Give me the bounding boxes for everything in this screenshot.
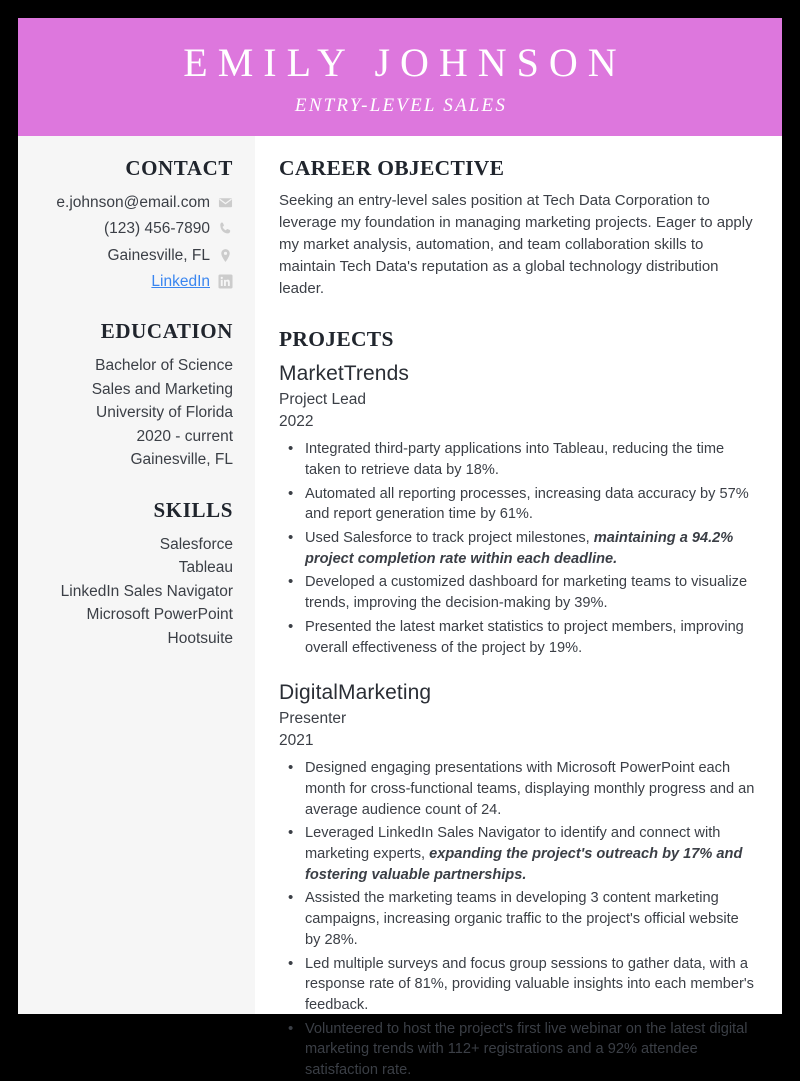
projects-list [279,361,758,1080]
bullet-text: Integrated third-party applications into Tableau, reducing the time taken to retrieve data by 18%. [305,441,725,478]
project-bullet-list [279,758,758,1081]
bullet-text: Presented the latest market statistics to project members, improving overall effectiveness of the project by 19%. [305,618,744,656]
linkedin-icon [218,274,233,289]
bullet-text: Volunteered to host the project's first live webinar on the latest digital marketing trends with 112+ registrations and a 92% attendee satisfaction rate. [305,1020,748,1079]
skill-item: Salesforce [159,535,233,553]
job-title-subtitle: ENTRY-LEVEL SALES [294,95,508,116]
education-line: 2020 - current [136,427,233,445]
phone-icon [218,221,233,236]
skills-heading: SKILLS [153,497,233,522]
skill-item: LinkedIn Sales Navigator [60,582,233,600]
project-entry [279,680,758,1081]
bullet-emphasis: expanding the project's outreach by 17% and fostering valuable partnerships. [305,845,743,883]
skills-list [28,533,233,651]
project-entry [279,361,758,658]
envelope-icon [218,195,233,210]
bullet-text: Automated all reporting processes, increasing data accuracy by 57% and report generation time by 61%. [305,485,749,523]
career-objective-text: Seeking an entry-level sales position at Tech Data Corporation to leverage my foundation in managing marketing projects. Eager to apply my market analysis, automation, and team collaboration skills to maintain Tech Data's reputation as a global technology distribution leader. [279,192,753,297]
bullet-text: Designed engaging presentations with Microsoft PowerPoint each month for cross-functional teams, displaying monthly progress and an average audience count of 24. [305,760,755,818]
bullet-text: Used Salesforce to track project milestones, [305,530,594,547]
project-date: 2022 [279,413,314,431]
career-objective-section [279,156,758,299]
project-bullet [279,528,758,569]
projects-heading: PROJECTS [279,327,394,352]
career-objective-heading: CAREER OBJECTIVE [279,156,505,180]
project-name: DigitalMarketing [279,681,432,705]
skill-item: Microsoft PowerPoint [86,606,233,624]
project-date: 2021 [279,732,314,750]
contact-value: e.johnson@email.com [56,194,210,211]
education-line: Bachelor of Science [95,357,233,374]
contact-item [28,191,233,214]
education-list [28,354,233,472]
contact-heading: CONTACT [125,156,233,180]
projects-section [279,327,758,1080]
contact-section [28,156,233,293]
bullet-text: Developed a customized dashboard for marketing teams to visualize trends, improving the decision-making by 39%. [305,574,748,612]
skills-section [28,498,233,651]
sidebar [18,136,255,1014]
main-column [255,136,782,1079]
resume-header [18,18,782,136]
project-bullet [279,484,758,525]
education-line: University of Florida [96,404,233,422]
contact-item[interactable] [28,270,233,293]
contact-value: Gainesville, FL [107,246,210,264]
project-bullet [279,758,758,820]
project-bullet [279,439,758,480]
project-bullet [279,617,758,658]
education-heading: EDUCATION [100,319,233,343]
skill-item: Tableau [178,559,233,577]
skill-item: Hootsuite [167,629,233,647]
linkedin-link[interactable]: LinkedIn [151,272,210,290]
project-bullet [279,888,758,950]
page-title: EMILY JOHNSON [183,40,627,85]
bullet-text: Assisted the marketing teams in developing 3 content marketing campaigns, increasing organic traffic to the project's official website by 28%. [305,890,739,948]
project-bullet [279,823,758,885]
contact-item [28,244,233,267]
bullet-emphasis: maintaining a 94.2% project completion rate within each deadline. [305,530,734,567]
education-section [28,319,233,472]
contact-list [28,191,233,293]
project-bullet [279,954,758,1016]
project-role: Project Lead [279,391,367,409]
bullet-text: Led multiple surveys and focus group sessions to gather data, with a response rate of 81%, providing valuable insights into each member's feedback. [305,955,754,1013]
education-line: Gainesville, FL [130,451,233,469]
project-name: MarketTrends [279,362,409,386]
project-bullet [279,1019,758,1081]
education-line: Sales and Marketing [91,380,233,398]
bullet-text: Leveraged LinkedIn Sales Navigator to identify and connect with marketing experts, [305,825,721,862]
project-bullet-list [279,439,758,658]
project-role: Presenter [279,710,347,728]
contact-value: (123) 456-7890 [104,220,210,238]
resume-body [18,136,782,1079]
contact-item [28,217,233,240]
location-pin-icon [218,248,233,263]
resume-page [18,18,782,1079]
project-bullet [279,572,758,613]
